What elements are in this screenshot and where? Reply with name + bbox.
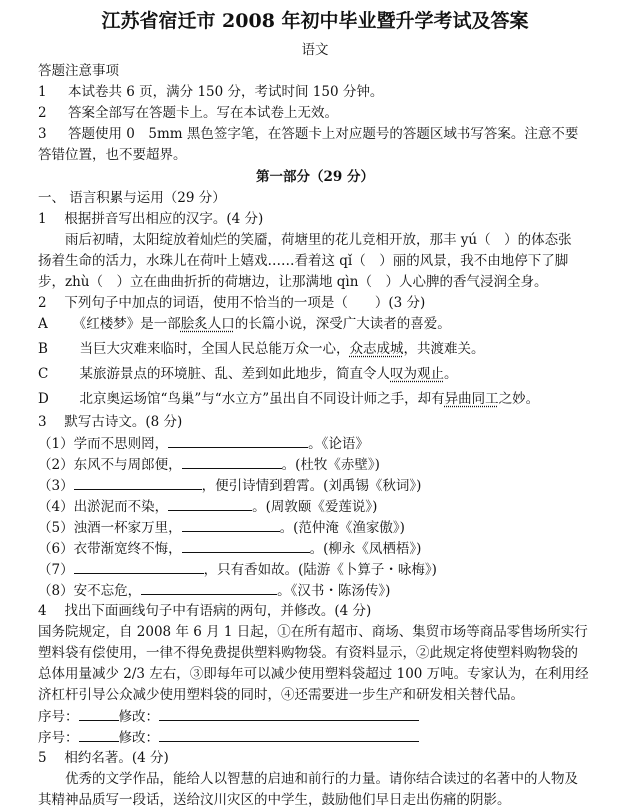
note-item bbox=[38, 124, 630, 144]
question-4-text: 济杠杆引导公众减少使用塑料袋的同时，④还需要进一步生产和研发相关替代品。 bbox=[38, 687, 524, 703]
page-title: 江苏省宿迁市 2008 年初中毕业暨升学考试及答案 bbox=[101, 10, 529, 32]
recite-item bbox=[38, 475, 630, 495]
seq-blank[interactable] bbox=[79, 727, 119, 742]
answer-blank[interactable] bbox=[74, 475, 202, 490]
question-4-stem: 4 找出下面画线句子中有语病的两句，并修改。(4 分) bbox=[38, 603, 372, 619]
answer-blank[interactable] bbox=[141, 580, 277, 595]
recite-source: 。(柳永《凤栖梧》) bbox=[309, 541, 422, 557]
recite-source: 。《汉书・陈汤传》) bbox=[277, 583, 391, 599]
option-text: 某旅游景点的环境脏、乱、差到如此地步，简直令人 bbox=[66, 366, 390, 382]
subject-label: 语文 bbox=[301, 42, 329, 58]
recite-source: ，只有香如故。(陆游《卜算子・咏梅》) bbox=[203, 562, 437, 578]
note-item bbox=[38, 103, 630, 123]
recite-source: ，便引诗情到碧霄。(刘禹锡《秋词》) bbox=[201, 478, 422, 494]
note-text: 答案全部写在答题卡上。写在本试卷上无效。 bbox=[68, 105, 338, 121]
option-text: 《红楼梦》是一部 bbox=[66, 316, 181, 332]
question-4-text: 塑料袋有偿使用，一律不得免费提供塑料购物袋。有资料显示，②此规定将使塑料购物袋的 bbox=[38, 645, 578, 661]
question-4-text: 总体用量减少 2/3 左右，③即每年可以减少使用塑料袋超过 100 万吨。专家认为，在利用经 bbox=[38, 666, 589, 682]
answer-blank[interactable] bbox=[182, 517, 280, 532]
recite-prompt: （3） bbox=[38, 478, 74, 494]
seq-label: 序号： bbox=[38, 709, 79, 725]
recite-item bbox=[38, 496, 630, 516]
recite-source: 。(范仲淹《渔家傲》) bbox=[279, 520, 405, 536]
notes-heading: 答题注意事项 bbox=[38, 63, 119, 79]
recite-source: 。(周敦颐《爱莲说》) bbox=[252, 499, 378, 515]
option-text: 当巨大灾难来临时，全国人民总能万众一心， bbox=[66, 341, 350, 357]
note-text-cont: 答错位置，也不要超界。 bbox=[38, 147, 187, 163]
note-text: 答题使用 0 5mm 黑色签字笔，在答题卡上对应题号的答题区域书写答案。注意不要 bbox=[68, 126, 579, 142]
question-5-text: 优秀的文学作品，能给人以智慧的启迪和前行的力量。请你结合读过的名著中的人物及 bbox=[38, 771, 578, 787]
note-number: 2 bbox=[38, 105, 47, 121]
note-number: 3 bbox=[38, 126, 47, 142]
question-5-stem: 5 相约名著。(4 分) bbox=[38, 750, 169, 766]
question-4-text: 国务院规定，自 2008 年 6 月 1 日起，①在所有超市、商场、集贸市场等商品零售场所实行 bbox=[38, 624, 588, 640]
part-heading: 第一部分（29 分） bbox=[256, 169, 374, 185]
recite-prompt: （7） bbox=[38, 562, 74, 578]
recite-prompt: （4）出淤泥而不染， bbox=[38, 499, 169, 515]
question-1-stem: 1 根据拼音写出相应的汉字。(4 分) bbox=[38, 211, 264, 227]
option-letter: A bbox=[38, 316, 48, 332]
recite-item bbox=[38, 433, 630, 453]
recite-prompt: （8）安不忘危， bbox=[38, 583, 142, 599]
section-heading: 一、 语言积累与运用（29 分） bbox=[38, 190, 226, 206]
recite-source: 。(杜牧《赤壁》) bbox=[281, 457, 380, 473]
recite-item bbox=[38, 538, 630, 558]
fix-label: 修改： bbox=[118, 709, 159, 725]
question-2-stem: 2 下列句子中加点的词语，使用不恰当的一项是（ ）(3 分) bbox=[38, 295, 426, 311]
marked-word: 叹为观止 bbox=[390, 366, 444, 382]
option-c bbox=[38, 364, 630, 384]
note-item bbox=[38, 82, 630, 102]
option-d bbox=[38, 389, 630, 409]
option-letter: C bbox=[38, 366, 49, 382]
fix-label: 修改： bbox=[118, 730, 159, 746]
answer-blank[interactable] bbox=[74, 559, 204, 574]
marked-word: 异曲同工 bbox=[444, 391, 499, 407]
fix-blank[interactable] bbox=[159, 706, 419, 721]
note-text: 本试卷共 6 页，满分 150 分，考试时间 150 分钟。 bbox=[68, 84, 384, 100]
option-text: 。 bbox=[444, 366, 458, 382]
recite-prompt: （5）浊酒一杯家万里， bbox=[38, 520, 182, 536]
answer-row bbox=[38, 706, 630, 726]
question-1-text: 雨后初晴，太阳绽放着灿烂的笑靥，荷塘里的花儿竞相开放，那丰 yú（ ）的体态张 bbox=[38, 232, 572, 248]
recite-prompt: （1）学而不思则罔， bbox=[38, 436, 169, 452]
answer-row bbox=[38, 727, 630, 747]
marked-word: 众志成城 bbox=[349, 341, 404, 357]
option-a bbox=[38, 314, 630, 334]
question-3-stem: 3 默写古诗文。(8 分) bbox=[38, 414, 183, 430]
recite-source: 。《论语》 bbox=[308, 436, 369, 452]
recite-prompt: （2）东风不与周郎便， bbox=[38, 457, 182, 473]
question-1-text: 扬着生命的活力，水珠儿在荷叶上嬉戏……看着这 qǐ（ ）丽的风景，我不由地停下了脚 bbox=[38, 253, 569, 269]
answer-blank[interactable] bbox=[168, 496, 252, 511]
recite-prompt: （6）衣带渐宽终不悔， bbox=[38, 541, 182, 557]
answer-blank[interactable] bbox=[182, 454, 282, 469]
option-letter: B bbox=[38, 341, 48, 357]
marked-word: 脍炙人口 bbox=[180, 316, 235, 332]
note-number: 1 bbox=[38, 84, 47, 100]
fix-blank[interactable] bbox=[159, 727, 419, 742]
option-letter: D bbox=[38, 391, 49, 407]
question-5-text: 其精神品质写一段话，送给汶川灾区的中学生，鼓励他们早日走出伤痛的阴影。 bbox=[38, 792, 511, 808]
recite-item bbox=[38, 517, 630, 537]
option-text: 北京奥运场馆“鸟巢”与“水立方”虽出自不同设计师之手，却有 bbox=[66, 391, 445, 407]
option-text: 的长篇小说，深受广大读者的喜爱。 bbox=[234, 316, 451, 332]
seq-blank[interactable] bbox=[79, 706, 119, 721]
seq-label: 序号： bbox=[38, 730, 79, 746]
recite-item bbox=[38, 454, 630, 474]
answer-blank[interactable] bbox=[168, 433, 308, 448]
recite-item bbox=[38, 580, 630, 600]
answer-blank[interactable] bbox=[182, 538, 310, 553]
question-1-text: 步，zhù（ ）立在曲曲折折的荷塘边，让那满地 qìn（ ）人心脾的香气浸润全身。 bbox=[38, 274, 548, 290]
option-b bbox=[38, 339, 630, 359]
option-text: ，共渡难关。 bbox=[403, 341, 485, 357]
option-text: 之妙。 bbox=[498, 391, 540, 407]
recite-item bbox=[38, 559, 630, 579]
